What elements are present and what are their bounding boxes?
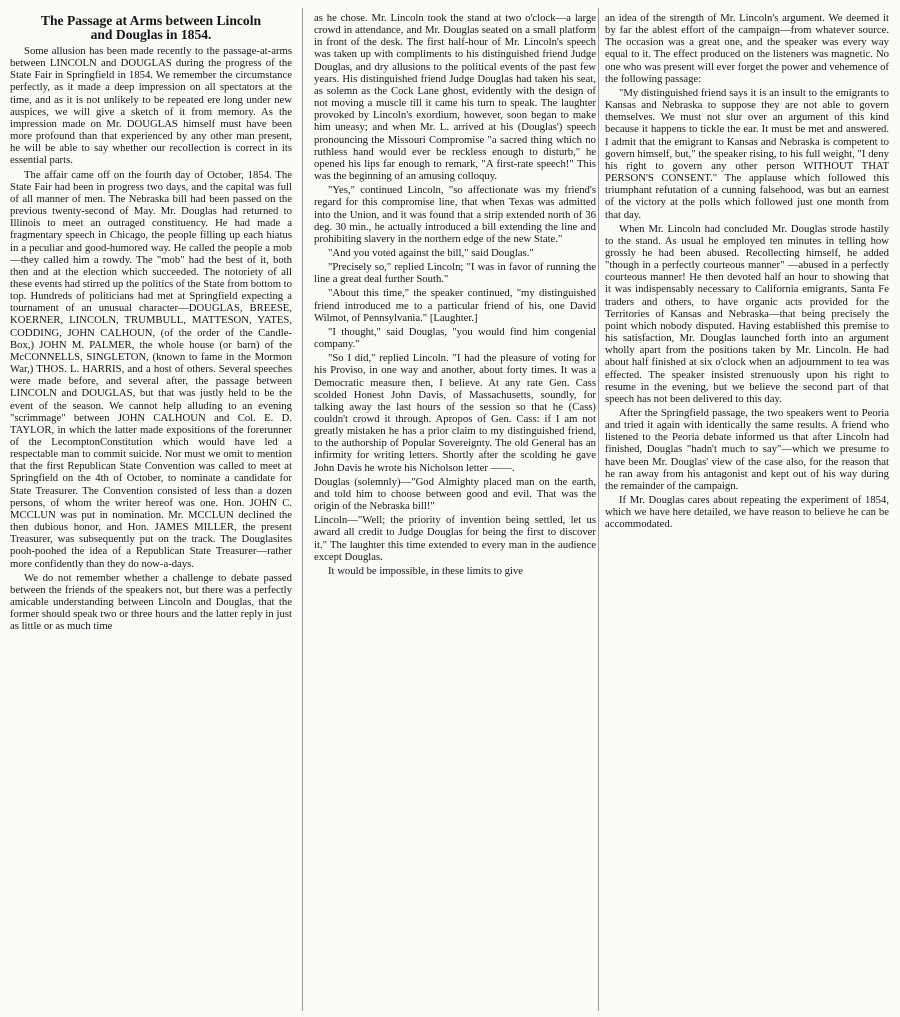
paragraph: "And you voted against the bill," said Douglas." xyxy=(328,246,534,259)
paragraph: After the Springfield passage, the two speakers went to Peoria and tried it again with identically the same results. A friend who listened to the Peoria debate informed us that after Lincoln had finished, Douglas "hadn't much to say"—which we presume to have been Mr. Douglas' view of the case also, for the reason that he ran away from his antagonist and kept out of his way during the remainder of the campaign. xyxy=(605,407,889,492)
paragraph: as he chose. Mr. Lincoln took the stand at two o'clock—a large crowd in attendance, and Mr. Douglas seated on a small platform in front of the desk. The first half-hour of Mr. Lincoln's speech was taken up with compliments to his distinguished friend Judge Douglas, and dry allusions to the political events of the past few years. His distinguished friend Judge Douglas had taken his seat, as solemn as the Cock Lane ghost, evidently with the design of not moving a muscle till it came his turn to speak. The laughter provoked by Lincoln's exordium, however, soon began to make him uneasy; and when Mr. L. arrived at his (Douglas') speech pronouncing the Missouri Compromise "a sacred thing which no ruthless hand would ever be reckless enough to disturb," he opened his lips far enough to remark, "A first-rate speech!" This was the beginning of an amusing colloquy. xyxy=(314,12,596,183)
paragraph: "Precisely so," replied Lincoln; "I was in favor of running the line a great deal further South." xyxy=(314,261,596,286)
paragraph: Lincoln—"Well; the priority of invention being settled, let us award all credit to Judge Douglas for being the first to discover it." The laughter this time extended to every man in the audience except Douglas. xyxy=(314,514,596,563)
column-2 xyxy=(314,12,596,579)
paragraph: "Yes," continued Lincoln, "so affectionate was my friend's regard for this compromise line, that when Texas was admitted into the Union, and it was found that a strip extended north of 36 deg. 30 min., he actually introduced a bill extending the line and prohibiting slavery in the northern edge of the new State." xyxy=(314,184,596,245)
paragraph: "About this time," the speaker continued, "my distinguished friend introduced me to a particular friend of his, one David Wilmot, of Pennsylvania." [Laughter.] xyxy=(314,287,596,324)
paragraph: "I thought," said Douglas, "you would find him congenial company." xyxy=(314,325,596,351)
article-headline xyxy=(10,14,292,42)
paragraph: It would be impossible, in these limits to give xyxy=(328,564,524,577)
paragraph: Douglas (solemnly)—"God Almighty placed man on the earth, and told him to choose between good and evil. That was the origin of the Nebraska bill!" xyxy=(314,475,596,513)
column-rule xyxy=(598,8,599,1011)
headline-line-2: and Douglas in 1854. xyxy=(90,27,212,42)
paragraph: When Mr. Lincoln had concluded Mr. Douglas strode hastily to the stand. As usual he employed ten minutes in telling how grossly he had been abused. Recollecting himself, he added "though in a perfectly courteous manner" —abused in a perfectly courteous manner! He then devoted half an hour to showing that it was indispensably necessary to California emigrants, Santa Fe traders and others, to have organic acts provided for the Territories of Kansas and Nebraska—that being precisely the point which nobody disputed. Having established this premise to his satisfaction, Mr. Douglas launched forth into an argument wholly apart from the positions taken by Mr. Lincoln. He had about half finished at six o'clock when an adjournment to tea was effected. The speaker insisted strenuously upon his right to resume in the evening, but we believe the second part of that speech has not been delivered to this day. xyxy=(605,222,889,405)
column-3 xyxy=(605,12,889,533)
headline-line-1: The Passage at Arms between Lincoln xyxy=(40,13,262,28)
column-rule xyxy=(302,8,303,1011)
paragraph: Some allusion has been made recently to the passage-at-arms between LINCOLN and DOUGLAS during the progress of the State Fair in Springfield in 1854. We remember the circumstance perfectly, as it made a deep impression on all spectators at the time, and as it is not unlikely to be repeated ere long under new auspices, we will give a sketch of it from memory. As the impression made on Mr. DOUGLAS himself must have been more profound than that experienced by any other man present, he will be able to say whether our recollection is correct in its essential parts. xyxy=(10,45,292,167)
paragraph: We do not remember whether a challenge to debate passed between the friends of the speakers not, but there was a perfectly amicable understanding between Lincoln and Douglas, that the former should speak two or three hours and the latter reply in just as little or as much time xyxy=(10,571,292,633)
paragraph: If Mr. Douglas cares about repeating the experiment of 1854, which we have here detailed, we have reason to believe he can be accommodated. xyxy=(605,494,889,531)
column-1 xyxy=(10,14,292,635)
paragraph: an idea of the strength of Mr. Lincoln's argument. We deemed it by far the ablest effort of the campaign—from whatever source. The occasion was a great one, and the speaker was every way equal to it. The effect produced on the listeners was magnetic. No one who was present will ever forget the power and vehemence of the following passage: xyxy=(605,12,889,85)
paragraph: "So I did," replied Lincoln. "I had the pleasure of voting for his Proviso, in one way and another, about forty times. It was a Democratic measure then, I believe. At any rate Gen. Cass scolded Honest John Davis, of Massachusetts, soundly, for talking away the last hours of the session so that he (Cass) couldn't crowd it through. Apropos of Gen. Cass: if I am not greatly mistaken he has a prior claim to my distinguished friend, to the authorship of Popular Sovereignty. The old General has an infirmity for writing letters. Shortly after the scolding he gave John Davis he wrote his Nicholson letter ——. xyxy=(314,352,596,474)
paragraph: The affair came off on the fourth day of October, 1854. The State Fair had been in progress two days, and the capital was full of all manner of men. The Nebraska bill had been passed on the previous twenty-second of May. Mr. Douglas had returned to Illinois to meet an outraged constituency. He had made a fragmentary speech in Chicago, the people filling up each hiatus in a peculiar and good-humored way. He called the people a mob—they called him a rowdy. The "mob" had the best of it, both then and at the election which succeeded. The notoriety of all these events had stirred up the politics of the State from bottom to top. Hundreds of politicians had met at Springfield expecting a tournament of an unusual character—DOUGLAS, BREESE, KOERNER, LINCOLN, TRUMBULL, MATTESON, YATES, CODDING, JOHN CALHOUN, (of the order of the Candle-Box,) JOHN M. PALMER, the whole house (or barn) of the McCONNELLS, SINGLETON, (known to fame in the Mormon War,) THOS. L. HARRIS, and a host of others. Several speeches were made before, and several after, the passage between LINCOLN and DOUGLAS, but that was justly held to be the event of the season. We cannot help alluding to an evening "scrimmage" between JOHN CALHOUN and Col. E. D. TAYLOR, in which the latter made expositions of the forerunner of the LecomptonConstitution which would have led a respectable man to commit suicide. Nor must we omit to mention that the first Republican State Convention was called to meet at Springfield on the 4th of October, to nominate a candidate for State Treasurer. The Convention consisted of less than a dozen persons, of whom the writer hereof was one. Hon. JOHN C. MCCLUN was put in nomination. Mr. MCCLUN declined the then dubious honor, and Hon. JAMES MILLER, the present Treasurer, was subsequently put on the track. The Douglasites pooh-poohed the idea of a Republican State Treasurer—rather more confidently than they do now-a-days. xyxy=(10,168,292,570)
paragraph: "My distinguished friend says it is an insult to the emigrants to Kansas and Nebraska to suppose they are not able to govern themselves. We must not slur over an argument of this kind because it happens to tickle the ear. It must be met and answered. I admit that the emigrant to Kansas and Nebraska is competent to govern himself, but," the speaker rising, to his full weight, "I deny his right to govern any other person WITHOUT THAT PERSON'S CONSENT." The applause which followed this triumphant refutation of a cunning falsehood, was but an earnest of the victory at the polls which followed just one month from that day. xyxy=(605,86,889,221)
